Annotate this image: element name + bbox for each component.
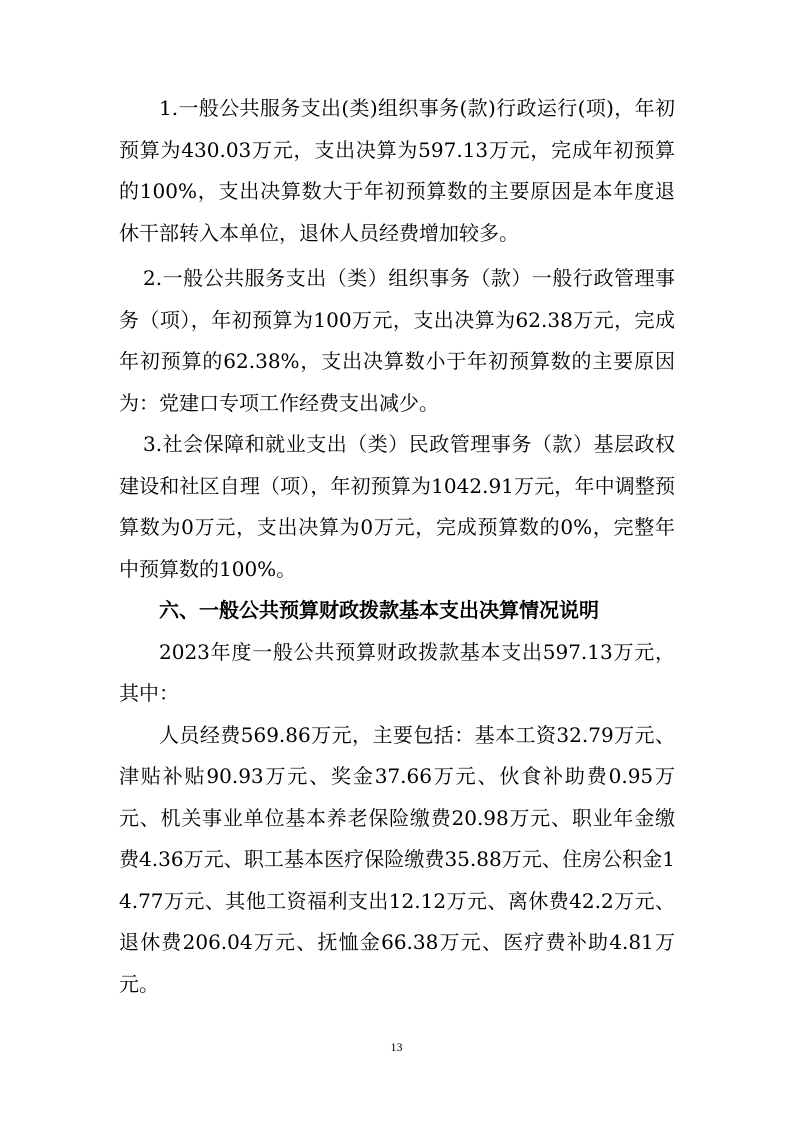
section-heading: 六、一般公共预算财政拨款基本支出决算情况说明 [159, 598, 599, 622]
paragraph-item-1: 1.一般公共服务支出(类)组织事务(款)行政运行(项)，年初预算为430.03万元，支出决算为597.13万元，完成年初预算的100%，支出决算数大于年初预算数的主要原因是本年度退休干部转入本单位，退休人员经费增加较多。 [119, 96, 675, 245]
page-content [119, 88, 675, 1005]
paragraph-item-2: 2.一般公共服务支出（类）组织事务（款）一般行政管理事务（项），年初预算为100万元，支出决算为62.38万元，完成年初预算的62.38%，支出决算数小于年初预算数的主要原因为：党建口专项工作经费支出减少。 [119, 266, 675, 415]
page-number: 13 [390, 1040, 403, 1054]
detail-paragraph: 人员经费569.86万元，主要包括：基本工资32.79万元、津贴补贴90.93万元、奖金37.66万元、伙食补助费0.95万元、机关事业单位基本养老保险缴费20.98万元、职业年金缴费4.36万元、职工基本医疗保险缴费35.88万元、住房公积金14.77万元、其他工资福利支出12.12万元、离休费42.2万元、退休费206.04万元、抚恤金66.38万元、医疗费补助4.81万元。 [119, 722, 675, 996]
paragraph-item-3: 3.社会保障和就业支出（类）民政管理事务（款）基层政权建设和社区自理（项），年初预算为1042.91万元，年中调整预算数为0万元，支出决算为0万元，完成预算数的0%，完整年中预算数的100%。 [119, 432, 675, 581]
summary-paragraph: 2023年度一般公共预算财政拨款基本支出597.13万元，其中： [119, 639, 675, 705]
